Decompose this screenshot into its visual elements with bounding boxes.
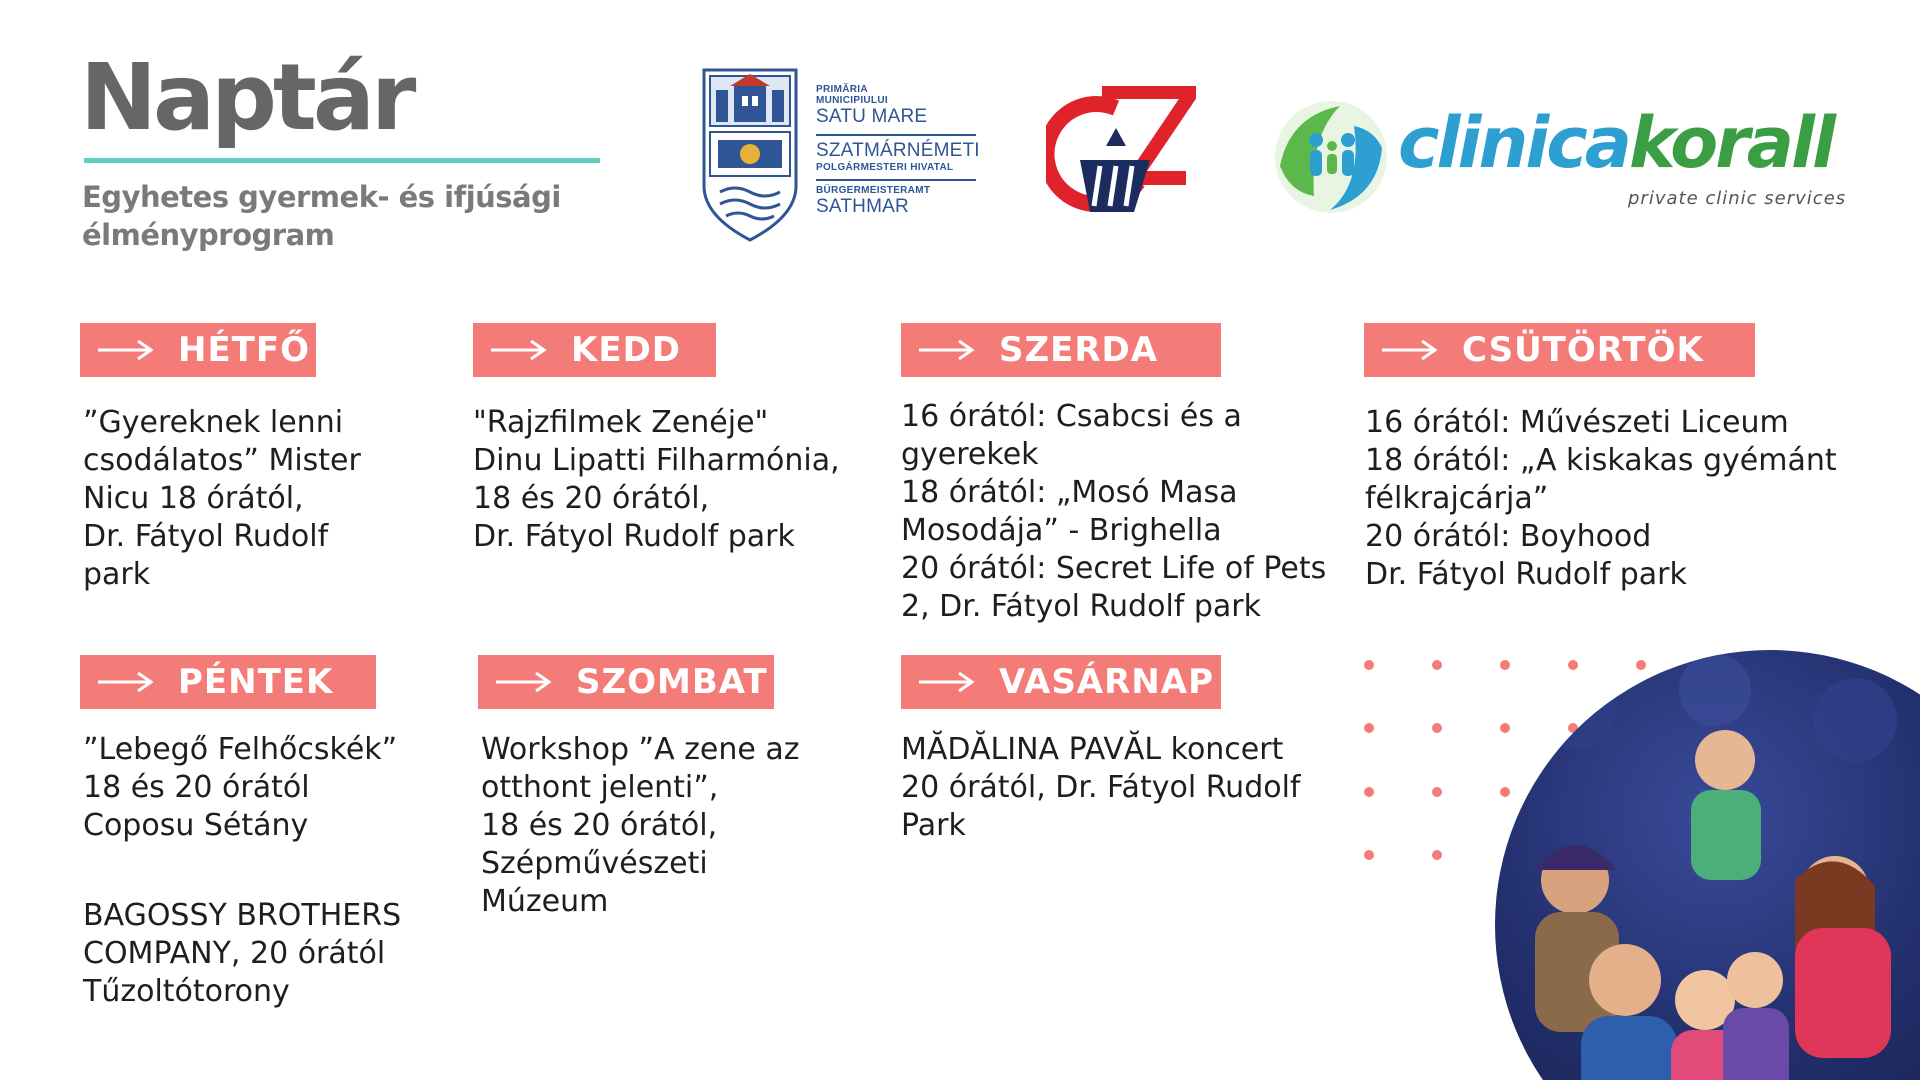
- clinica-korall-wordmark: clinicakorall: [1398, 102, 1833, 184]
- arrow-right-icon: [494, 671, 552, 693]
- city-logo-text: POLGÁRMESTERI HIVATAL: [816, 162, 954, 173]
- day-events-wednesday: [901, 398, 1351, 626]
- clinica-korall-tagline: private clinic services: [1628, 188, 1847, 209]
- clinica-korall-logo: [1270, 92, 1850, 222]
- day-label: PÉNTEK: [178, 662, 334, 702]
- city-logo-text: BÜRGERMEISTERAMT: [816, 185, 931, 196]
- event-text: 16 órától: Csabcsi és a gyerekek 18 órától: „Mosó Masa Mosodája” - Brighella 20 órától: Secret Life of Pets 2, Dr. Fátyol Rudolf park: [901, 399, 1327, 624]
- page-title: Naptár: [80, 44, 413, 151]
- day-label: CSÜTÖRTÖK: [1462, 330, 1704, 370]
- arrow-right-icon: [489, 339, 547, 361]
- arrow-right-icon: [917, 339, 975, 361]
- day-events-sunday: [901, 731, 1351, 845]
- city-logo-text: SATHMAR: [816, 196, 909, 217]
- day-header-tuesday: [473, 323, 716, 377]
- event-text: 16 órától: Művészeti Liceum 18 órától: „A kiskakas gyémánt félkrajcárja” 20 órától: Boyhood Dr. Fátyol Rudolf park: [1365, 405, 1837, 592]
- day-events-monday: [83, 404, 463, 594]
- city-logo-text: PRIMĂRIA: [816, 84, 868, 95]
- city-logo-text: SATU MARE: [816, 106, 928, 127]
- day-label: VASÁRNAP: [999, 662, 1214, 702]
- day-header-sunday: [901, 655, 1221, 709]
- day-header-friday: [80, 655, 376, 709]
- day-header-wednesday: [901, 323, 1221, 377]
- city-logo-text: MUNICIPIULUI: [816, 95, 888, 106]
- day-events-saturday: [481, 731, 901, 921]
- day-events-friday: [83, 731, 463, 1011]
- day-events-tuesday: [473, 404, 893, 556]
- title-underline: [84, 158, 600, 163]
- event-text: Workshop ”A zene az otthont jelenti”, 18 és 20 órától, Szépművészeti Múzeum: [481, 732, 800, 919]
- arrow-right-icon: [96, 671, 154, 693]
- city-hall-logo: [700, 66, 990, 244]
- event-text: ”Lebegő Felhőcskék” 18 és 20 órától Coposu Sétány: [83, 732, 398, 843]
- day-label: SZERDA: [999, 330, 1159, 370]
- family-globe-icon: [1270, 96, 1392, 218]
- arrow-right-icon: [96, 339, 154, 361]
- gz-logo: [1046, 86, 1196, 220]
- city-logo-text: SZATMÁRNÉMETI: [816, 140, 980, 161]
- day-events-thursday: [1365, 404, 1865, 594]
- event-text: BAGOSSY BROTHERS COMPANY, 20 órától Tűzoltótorony: [83, 898, 402, 1009]
- day-label: HÉTFŐ: [178, 330, 311, 370]
- arrow-right-icon: [917, 671, 975, 693]
- day-header-saturday: [478, 655, 774, 709]
- arrow-right-icon: [1380, 339, 1438, 361]
- page-subtitle: Egyhetes gyermek- és ifjúsági élményprogram: [82, 180, 561, 252]
- day-header-thursday: [1364, 323, 1755, 377]
- day-label: SZOMBAT: [576, 662, 768, 702]
- coat-of-arms-icon: [700, 66, 800, 244]
- day-header-monday: [80, 323, 316, 377]
- day-label: KEDD: [571, 330, 682, 370]
- event-text: ”Gyereknek lenni csodálatos” Mister Nicu 18 órától, Dr. Fátyol Rudolf park: [83, 405, 361, 592]
- event-text: MĂDĂLINA PAVĂL koncert 20 órától, Dr. Fátyol Rudolf Park: [901, 732, 1301, 843]
- event-text: "Rajzfilmek Zenéje" Dinu Lipatti Filharmónia, 18 és 20 órától, Dr. Fátyol Rudolf park: [473, 405, 840, 554]
